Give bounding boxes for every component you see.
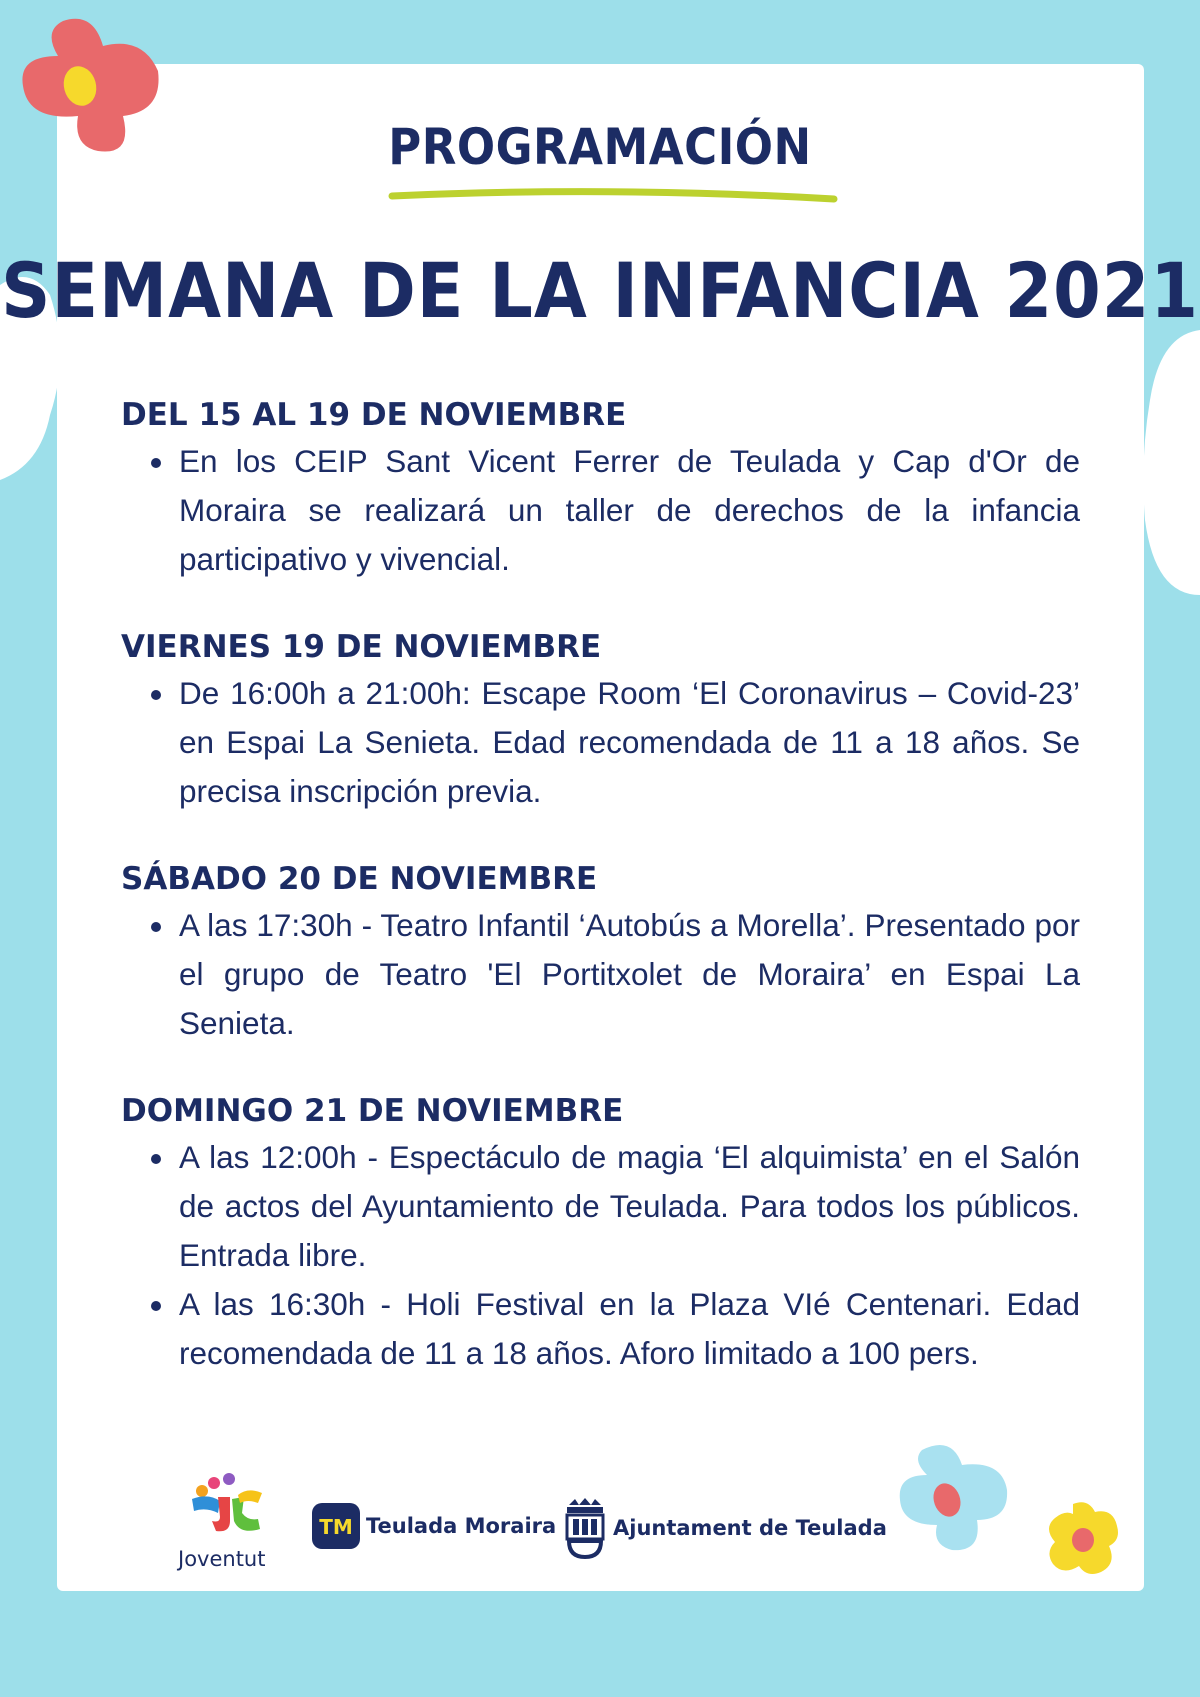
ajuntament-label: Ajuntament de Teulada [613, 1516, 887, 1540]
program-list [121, 393, 1081, 1419]
event-item: A las 16:30h - Holi Festival en la Plaza VIé Centenari. Edad recomendada de 11 a 18 años. Aforo limitado a 100 pers. [179, 1280, 1080, 1378]
svg-text:TM: TM [319, 1515, 353, 1539]
joventut-label: Joventut [178, 1547, 266, 1571]
program-section [121, 857, 1081, 1048]
joventut-logo [178, 1473, 278, 1569]
teulada-moraira-label: Teulada Moraira [366, 1514, 557, 1538]
kicker-underline [388, 186, 838, 206]
section-heading: SÁBADO 20 DE NOVIEMBRE [121, 861, 598, 897]
cloud-right-decoration [1140, 330, 1200, 600]
coat-of-arms-icon [563, 1497, 607, 1559]
event-item: A las 17:30h - Teatro Infantil ‘Autobús a Morella’. Presentado por el grupo de Teatro 'El Portitxolet de Moraira’ en Espai La Senieta. [179, 901, 1080, 1048]
program-section [121, 625, 1081, 816]
event-item: En los CEIP Sant Vicent Ferrer de Teulada y Cap d'Or de Moraira se realizará un taller de derechos de la infancia participativo y vivencial. [179, 437, 1080, 584]
tm-logo-icon [312, 1503, 360, 1549]
event-list [121, 901, 1081, 1048]
program-section [121, 1089, 1081, 1378]
event-list [121, 1133, 1081, 1378]
section-heading: DEL 15 AL 19 DE NOVIEMBRE [121, 397, 627, 433]
joventut-logo-icon [178, 1473, 278, 1543]
page-title: SEMANA DE LA INFANCIA 2021 [1, 246, 1199, 335]
event-item: De 16:00h a 21:00h: Escape Room ‘El Coronavirus – Covid-23’ en Espai La Senieta. Edad recomendada de 11 a 18 años. Se precisa inscripción previa. [179, 669, 1080, 816]
section-heading: DOMINGO 21 DE NOVIEMBRE [121, 1093, 624, 1129]
yellow-flower-icon [1043, 1500, 1121, 1578]
section-heading: VIERNES 19 DE NOVIEMBRE [121, 629, 602, 665]
event-list [121, 669, 1081, 816]
program-section [121, 393, 1081, 584]
blue-flower-icon [897, 1440, 1012, 1555]
event-item: A las 12:00h - Espectáculo de magia ‘El alquimista’ en el Salón de actos del Ayuntamiento de Teulada. Para todos los públicos. Entrada libre. [179, 1133, 1080, 1280]
program-kicker: PROGRAMACIÓN [388, 118, 812, 176]
teulada-moraira-logo [312, 1503, 556, 1549]
event-list [121, 437, 1081, 584]
ajuntament-logo [563, 1497, 887, 1559]
